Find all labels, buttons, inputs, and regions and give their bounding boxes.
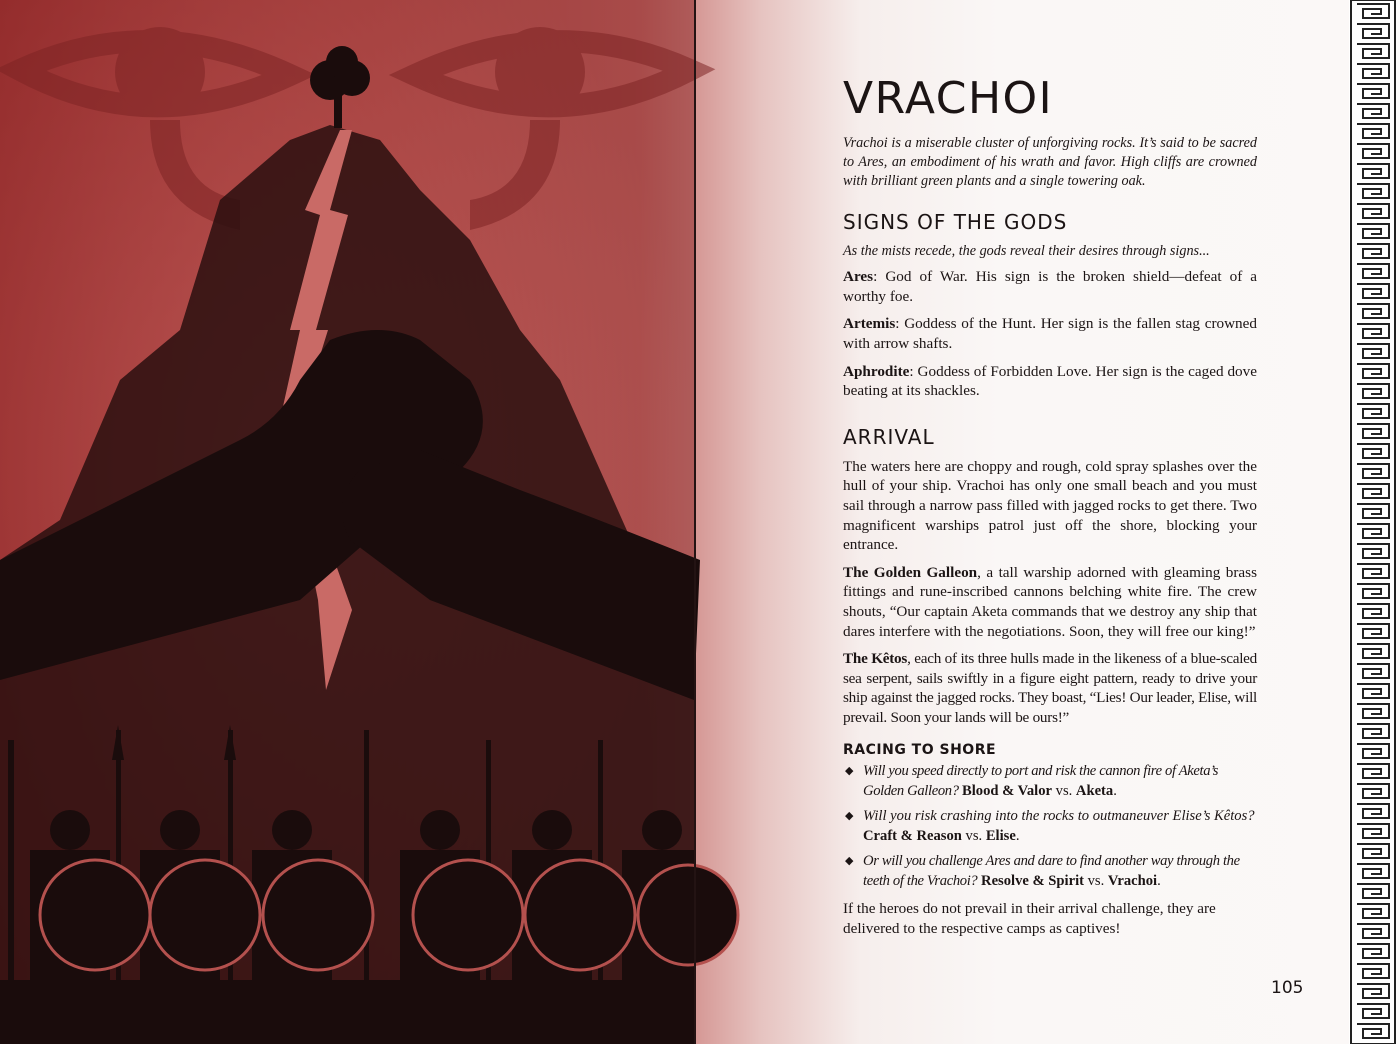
challenge-stats: Resolve & Spirit [977,872,1084,889]
section-heading-arrival: ARRIVAL [843,424,935,449]
signs-lead: As the mists recede, the gods reveal their desires through signs... [843,242,1210,259]
diamond-bullet-icon: ◆ [845,765,854,778]
greek-key-border [1349,0,1397,1044]
challenge-stats: Craft & Reason [863,827,962,844]
article-text [843,72,1257,946]
period: . [1157,872,1161,889]
challenge-foe: Elise [985,827,1016,844]
sign-text: : Goddess of Forbidden Love. Her sign is the caged dove beating at its shackles. [843,362,1257,400]
ship-name: The Golden Galleon [843,563,978,581]
outro-paragraph: If the heroes do not prevail in their arrival challenge, they are delivered to the respective camps as captives! [843,899,1216,937]
sign-aphrodite [843,362,1257,401]
challenge-question: Or will you challenge Ares and dare to find another way through the teeth of the Vrachoi? [863,853,1240,889]
challenge-stats: Blood & Valor [961,782,1052,799]
gutter-line [694,0,696,1044]
challenge-list [843,762,1257,890]
subheading-racing-to-shore: RACING TO SHORE [843,742,997,759]
god-name: Artemis [843,315,896,333]
sign-text: : Goddess of the Hunt. Her sign is the fallen stag crowned with arrow shafts. [843,315,1257,352]
diamond-bullet-icon: ◆ [845,810,854,823]
vs-text: vs. [961,827,986,844]
ship-text: , each of its three hulls made in the likeness of a blue-scaled sea serpent, sails swiftly in a figure eight pattern, ready to drive your ship against the jagged rocks. They boast, “Lies! Our leader, Elise, will prevail. Soon your lands will be ours!” [843,650,1258,726]
vs-text: vs. [1052,782,1076,799]
list-item [843,762,1257,801]
sign-text: : God of War. His sign is the broken shield—defeat of a worthy foe. [843,268,1257,305]
challenge-foe: Aketa [1075,782,1114,799]
challenge-question: Will you speed directly to port and risk the cannon fire of Aketa’s Golden Galleon? [863,763,1219,799]
diamond-bullet-icon: ◆ [845,855,854,868]
sign-ares [843,267,1257,306]
sign-artemis [843,314,1257,353]
god-name: Aphrodite [843,362,910,380]
ship-name: The Kêtos [843,650,908,668]
challenge-question: Will you risk crashing into the rocks to outmaneuver Elise’s Kêtos? [863,808,1255,825]
page-title: VRACHOI [843,73,1054,124]
golden-galleon-paragraph [843,563,1257,641]
list-item [843,807,1257,846]
list-item [843,852,1257,891]
ship-text: , a tall warship adorned with gleaming brass fittings and rune-inscribed cannons belching white fire. The crew shouts, “Our captain Aketa commands that we destroy any ship that dares interfere with the negotiations. Soon, they will free our king!” [843,563,1257,640]
period: . [1015,827,1020,844]
challenge-foe: Vrachoi [1107,872,1158,889]
god-name: Ares [843,268,874,286]
section-heading-signs: SIGNS OF THE GODS [843,209,1068,234]
arrival-paragraph: The waters here are choppy and rough, cold spray splashes over the hull of your ship. Vrachoi has only one small beach and you must sail through a narrow pass filled with jagged rocks to get there. Two magnificent warships patrol just off the shore, blocking your entrance. [843,457,1257,554]
vs-text: vs. [1083,872,1108,889]
intro-paragraph: Vrachoi is a miserable cluster of unforgiving rocks. It’s said to be sacred to Ares, an embodiment of his wrath and favor. High cliffs are crowned with brilliant green plants and a single towering oak. [843,135,1257,190]
page-number: 105 [1271,978,1304,998]
ketos-paragraph [843,649,1257,727]
period: . [1113,782,1117,799]
